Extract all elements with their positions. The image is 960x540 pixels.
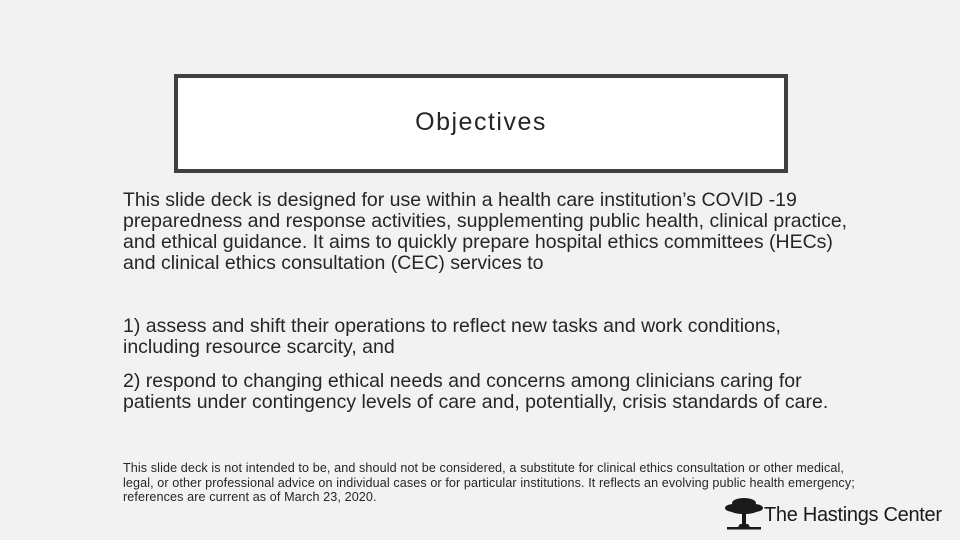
hastings-center-logo	[724, 494, 960, 534]
intro-paragraph: This slide deck is designed for use within a health care institution’s COVID -19 preparedness and response activities, supplementing public health, clinical practice, and ethical guidance. It aims to quickly prepare hospital ethics committees (HECs) and clinical ethics consultation (CEC) services to	[123, 189, 848, 274]
objective-2: 2) respond to changing ethical needs and concerns among clinicians caring for patients under contingency levels of care and, potentially, crisis standards of care.	[123, 370, 829, 413]
logo-wordmark: The Hastings Center	[764, 504, 942, 526]
disclaimer-text: This slide deck is not intended to be, and should not be considered, a substitute for clinical ethics consultation or other medical, legal, or other professional advice on individual cases or for particular institutions. It reflects an evolving public health emergency; references are current as of March 23, 2020.	[123, 461, 855, 504]
objective-1: 1) assess and shift their operations to reflect new tasks and work conditions, including resource scarcity, and	[123, 315, 781, 358]
slide-title: Objectives	[415, 108, 547, 136]
title-box	[174, 74, 788, 173]
tree-icon	[724, 494, 764, 532]
